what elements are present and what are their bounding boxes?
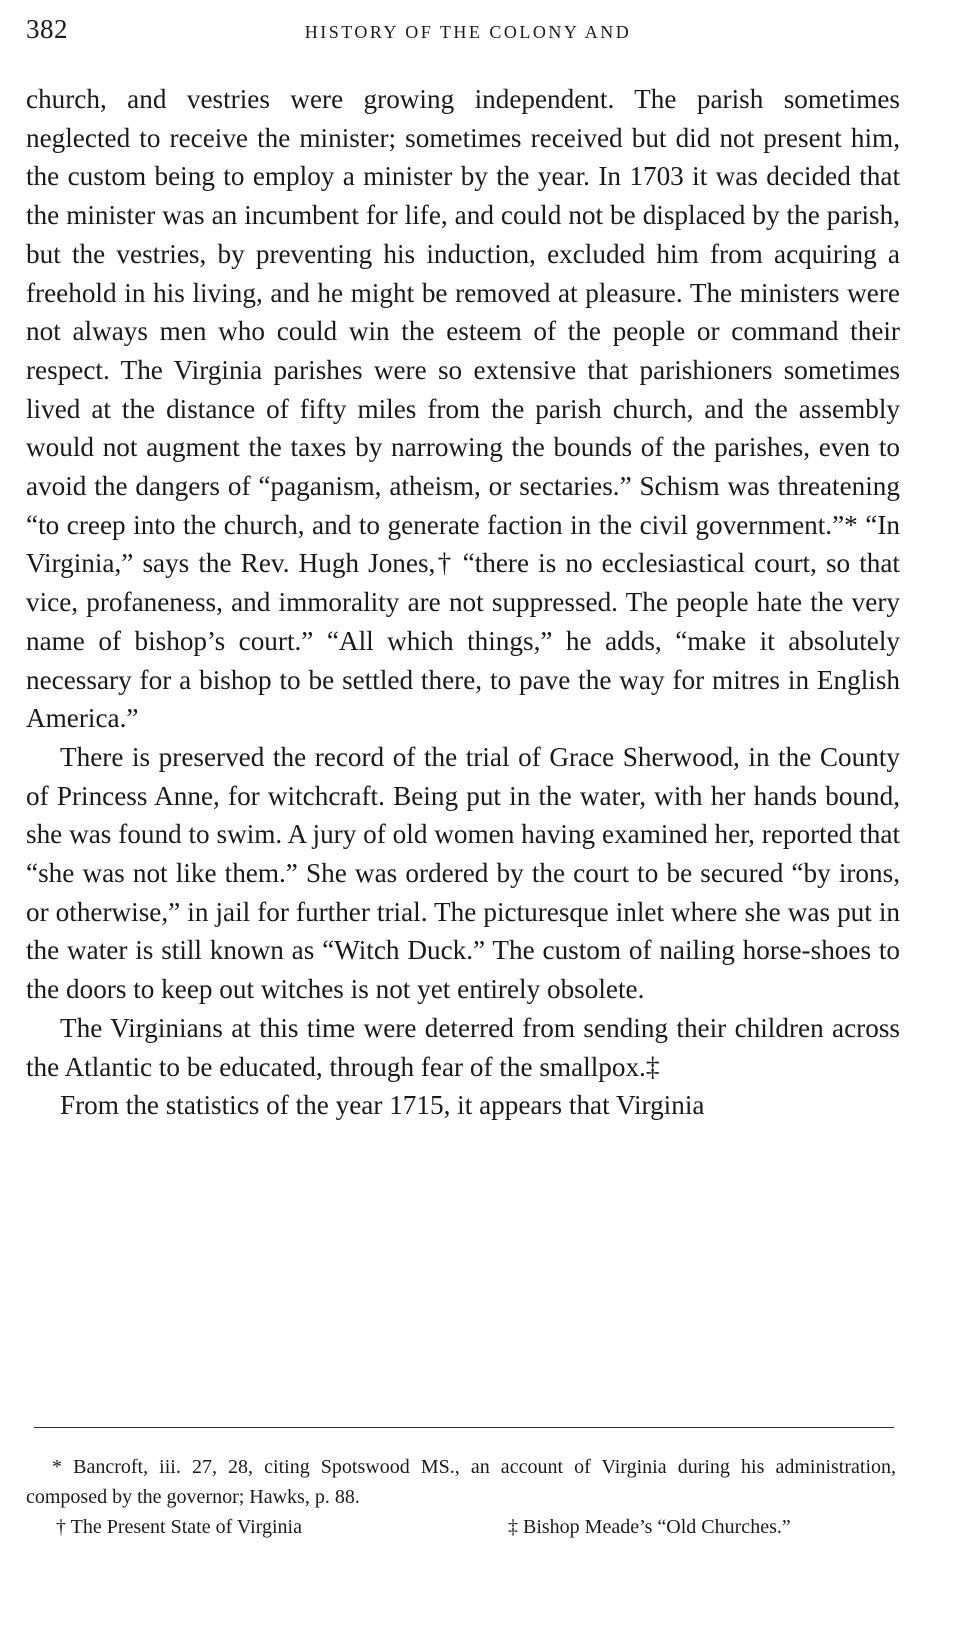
paragraph-church-vestries: church, and vestries were growing independent. The parish sometimes neglected to receive the minister; sometimes received but did not present him, the custom being to employ a minister by the year. In 1703 it was decided that the minister was an incumbent for life, and could not be displaced by the parish, but the vestries, by preventing his induction, excluded him from acquiring a freehold in his living, and he might be removed at pleasure. The ministers were not always men who could win the esteem of the people or command their respect. The Virginia parishes were so extensive that parishioners sometimes lived at the distance of fifty miles from the parish church, and the assembly would not augment the taxes by narrowing the bounds of the parishes, even to avoid the dangers of “paganism, atheism, or sectaries.” Schism was threatening “to creep into the church, and to generate faction in the civil government.”* “In Virginia,” says the Rev. Hugh Jones,† “there is no ecclesiastical court, so that vice, profaneness, and immorality are not suppressed. The people hate the very name of bishop’s court.” “All which things,” he adds, “make it absolutely necessary for a bishop to be settled there, to pave the way for mitres in English America.” [26,84,900,734]
paragraph-smallpox: The Virginians at this time were deterred from sending their children across the Atlantic to be educated, through fear of the smallpox.‡ [26,1012,900,1082]
running-title: HISTORY OF THE COLONY AND [304,22,632,42]
footnotes [26,1452,896,1542]
paragraph-statistics-1715: From the statistics of the year 1715, it appears that Virginia [60,1090,705,1121]
page-number: 382 [26,14,68,44]
footnote-star: * Bancroft, iii. 27, 28, citing Spotswood MS., an account of Virginia during his administration, composed by the governor; Hawks, p. 88. [26,1456,896,1508]
paragraph-grace-sherwood: There is preserved the record of the trial of Grace Sherwood, in the County of Princess Anne, for witchcraft. Being put in the water, with her hands bound, she was found to swim. A jury of old women having examined her, reported that “she was not like them.” She was ordered by the court to be secured “by irons, or otherwise,” in jail for further trial. The picturesque inlet where she was put in the water is still known as “Witch Duck.” The custom of nailing horse-shoes to the doors to keep out witches is not yet entirely obsolete. [26,741,900,1005]
page-header [26,14,900,50]
footnote-divider [34,1427,894,1428]
footnote-double-dagger: ‡ Bishop Meade’s “Old Churches.” [508,1516,791,1538]
body-text [26,80,900,1125]
footnote-row [26,1512,896,1542]
footnote-dagger: † The Present State of Virginia [56,1516,302,1538]
